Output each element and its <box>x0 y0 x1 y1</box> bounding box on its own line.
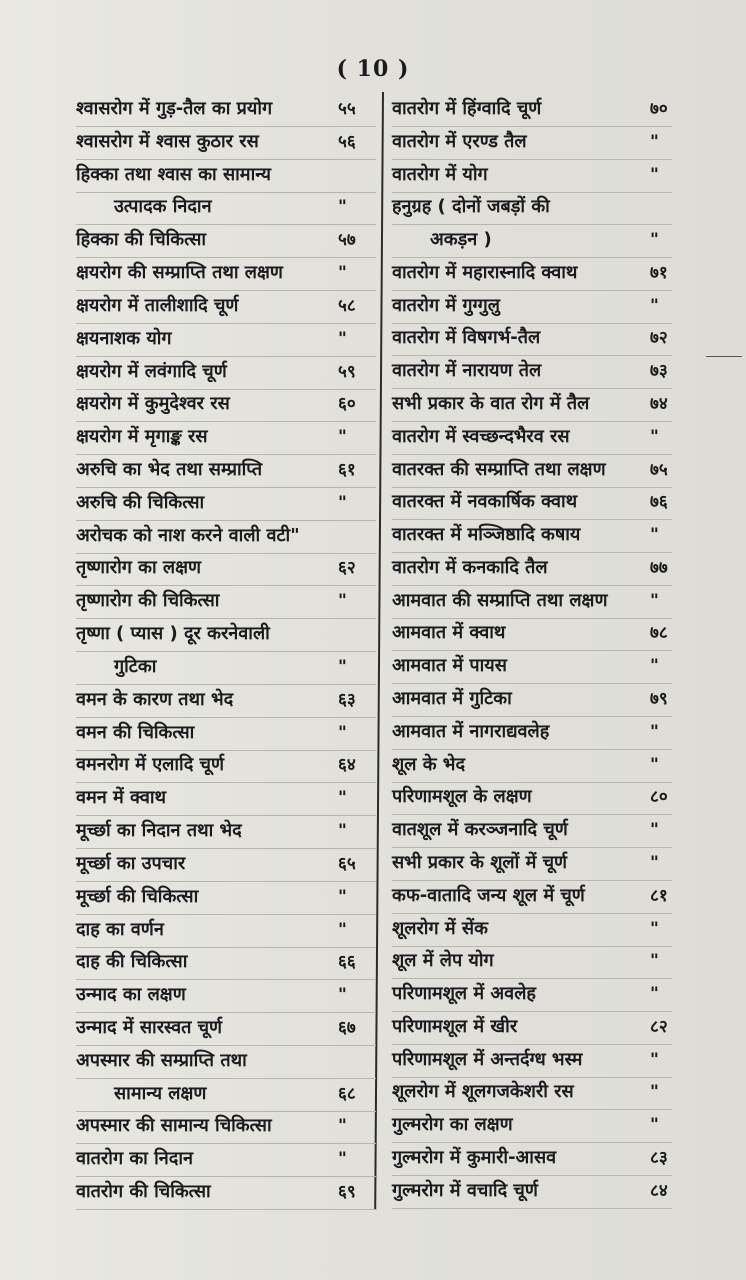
toc-entry <box>76 982 372 1014</box>
entry-underline <box>76 290 376 291</box>
toc-entry-title: वमन में क्वाथ <box>76 787 167 809</box>
toc-entry-page: ७९ <box>650 689 668 710</box>
toc-entry-page: ५६ <box>338 131 356 152</box>
entry-underline <box>76 257 376 258</box>
entry-underline <box>392 978 672 979</box>
toc-entry-page: ७८ <box>650 623 668 644</box>
toc-entry-page: " <box>338 788 347 809</box>
toc-entry-page: ८३ <box>650 1147 668 1168</box>
entry-underline <box>392 1109 672 1110</box>
entry-underline <box>76 585 376 586</box>
toc-entry-title: दाह का वर्णन <box>76 918 164 940</box>
toc-entry <box>76 162 372 194</box>
toc-entry-title: आमवात में पायस <box>392 655 507 677</box>
toc-entry <box>392 1047 684 1079</box>
toc-entry <box>392 850 684 882</box>
toc-entry <box>76 1048 372 1080</box>
toc-entry <box>76 523 372 555</box>
toc-entry <box>392 424 684 456</box>
toc-entry <box>392 981 684 1013</box>
toc-entry-title: मूर्च्छा का निदान तथा भेद <box>76 820 242 842</box>
toc-entry-page: " <box>650 230 659 251</box>
toc-entry-title: वातरोग की चिकित्सा <box>76 1181 211 1203</box>
entry-underline <box>76 750 376 751</box>
toc-entry <box>76 588 372 620</box>
toc-entry-page: ६४ <box>338 755 356 776</box>
entry-underline <box>392 224 672 225</box>
toc-entry-page: " <box>650 951 659 972</box>
toc-entry-title: परिणामशूल में खीर <box>392 1015 518 1037</box>
entry-underline <box>76 914 376 915</box>
entry-underline <box>76 159 376 160</box>
toc-entry-page: ८१ <box>650 885 668 906</box>
entry-underline <box>392 126 672 127</box>
toc-entry-title: अकड़न ) <box>430 229 492 251</box>
toc-entry-page: ५५ <box>338 99 356 119</box>
toc-entry <box>392 227 684 259</box>
toc-entry-page: " <box>338 886 347 907</box>
toc-entry-page: " <box>650 1082 659 1103</box>
toc-entry-title: उत्पादक निदान <box>114 196 212 218</box>
toc-entry-title: वातरोग में महारास्नादि क्वाथ <box>392 261 578 283</box>
entry-underline <box>76 1012 376 1013</box>
entry-underline <box>392 585 672 586</box>
toc-entry-page: ८२ <box>650 1016 668 1037</box>
entry-underline <box>392 355 672 356</box>
toc-entry <box>76 621 372 653</box>
toc-entry-page: " <box>650 721 659 742</box>
toc-entry <box>76 260 372 292</box>
toc-entry-title: वातरोग में स्वच्छन्दभैरव रस <box>392 425 570 447</box>
entry-underline <box>76 1209 376 1210</box>
toc-entry-title: सभी प्रकार के वात रोग में तैल <box>392 393 590 415</box>
toc-entry-title: मूर्च्छा का उपचार <box>76 852 186 874</box>
toc-entry-title: हिक्का तथा श्वास का सामान्य <box>76 163 271 185</box>
entry-underline <box>392 192 672 193</box>
entry-underline <box>392 749 672 750</box>
toc-entry <box>392 522 684 554</box>
toc-entry-title: तृष्णारोग की चिकित्सा <box>76 590 220 612</box>
entry-underline <box>392 323 672 324</box>
entry-underline <box>392 1044 672 1045</box>
toc-entry-title: आमवात में नागराद्यवलेह <box>392 720 550 742</box>
toc-entry-page: ७७ <box>650 557 668 578</box>
toc-entry-page: " <box>338 1149 347 1170</box>
toc-entry-title: उन्माद का लक्षण <box>76 984 186 1006</box>
toc-entry-title: शूल में लेप योग <box>392 950 494 972</box>
toc-entry <box>76 1015 372 1047</box>
toc-entry-page: " <box>338 985 347 1006</box>
toc-entry <box>392 1079 684 1111</box>
toc-entry <box>76 457 372 489</box>
toc-entry-page: ५७ <box>338 230 356 251</box>
toc-entry <box>76 917 372 949</box>
toc-entry-page: ८० <box>650 787 668 808</box>
toc-entry-page: " <box>338 919 347 940</box>
toc-entry <box>76 293 372 325</box>
entry-underline <box>76 224 376 225</box>
toc-entry-title: क्षयरोग में तालीशादि चूर्ण <box>76 294 239 316</box>
entry-underline <box>392 421 672 422</box>
toc-entry-title: क्षयरोग की सम्प्राप्ति तथा लक्षण <box>76 262 283 284</box>
toc-entry-title: अरुचि की चिकित्सा <box>76 491 205 513</box>
toc-entry <box>392 1014 684 1046</box>
entry-underline <box>76 618 376 619</box>
toc-entry-title: गुल्मरोग में कुमारी-आसव <box>392 1146 557 1168</box>
toc-entry <box>392 1178 684 1210</box>
entry-underline <box>76 1111 376 1112</box>
toc-entry-title: सभी प्रकार के शूलों में चूर्ण <box>392 851 568 873</box>
entry-underline <box>392 847 672 848</box>
entry-underline <box>76 1045 376 1046</box>
toc-entry-page: " <box>338 821 347 842</box>
toc-entry-page: " <box>338 1116 347 1137</box>
toc-entry <box>392 260 684 292</box>
toc-entry-page: " <box>338 427 347 448</box>
entry-underline <box>76 947 376 948</box>
toc-entry-title: क्षयनाशक योग <box>76 327 172 349</box>
entry-underline <box>392 913 672 914</box>
toc-entry-title: गुल्मरोग में वचादि चूर्ण <box>392 1179 538 1201</box>
toc-entry-title: वातरक्त में नवकार्षिक क्वाथ <box>392 491 578 513</box>
toc-entry-title: वातरोग में नारायण तेल <box>392 360 542 382</box>
toc-entry <box>76 884 372 916</box>
entry-underline <box>392 1175 672 1176</box>
entry-underline <box>392 487 672 488</box>
entry-underline <box>76 1078 376 1079</box>
entry-underline <box>76 717 376 718</box>
toc-entry-page: " <box>650 131 659 152</box>
toc-entry-page: " <box>650 590 659 611</box>
toc-entry-title: क्षयरोग में मृगाङ्क रस <box>76 426 208 448</box>
toc-entry <box>76 555 372 587</box>
toc-entry-title: श्वासरोग में श्वास कुठार रस <box>76 130 259 152</box>
toc-entry-page: ७२ <box>650 328 668 349</box>
toc-entry <box>392 620 684 652</box>
toc-entry-title: क्षयरोग में कुमुदेश्वर रस <box>76 393 230 415</box>
entry-underline <box>392 880 672 881</box>
toc-entry <box>76 227 372 259</box>
toc-entry-title: अरोचक को नाश करने वाली वटी" <box>76 524 300 546</box>
toc-entry <box>392 784 684 816</box>
entry-underline <box>392 618 672 619</box>
toc-entry-page: " <box>650 656 659 677</box>
toc-entry-title: हनुग्रह ( दोनों जबड़ों की <box>392 196 550 218</box>
toc-entry-title: आमवात में क्वाथ <box>392 622 506 644</box>
entry-underline <box>76 1143 376 1144</box>
toc-entry-page: " <box>338 328 347 349</box>
toc-entry <box>392 1145 684 1177</box>
entry-underline <box>76 815 376 816</box>
entry-underline <box>392 1142 672 1143</box>
toc-entry-page: ६३ <box>338 689 356 710</box>
entry-underline <box>392 683 672 684</box>
toc-entry-page: " <box>650 426 659 447</box>
toc-entry-title: दाह की चिकित्सा <box>76 951 188 973</box>
toc-entry-page: " <box>338 656 347 677</box>
toc-entry-title: वातरक्त में मञ्जिष्ठादि कषाय <box>392 524 581 546</box>
entry-underline <box>392 1208 672 1209</box>
toc-entry-page: " <box>650 1115 659 1136</box>
entry-underline <box>392 650 672 651</box>
toc-entry-title: श्वासरोग में गुड़-तैल का प्रयोग <box>76 98 273 119</box>
toc-entry-title: गुटिका <box>114 655 157 677</box>
toc-entry-title: वातशूल में करञ्जनादि चूर्ण <box>392 819 568 841</box>
toc-entry <box>392 391 684 423</box>
toc-entry-page: " <box>338 492 347 513</box>
entry-underline <box>76 421 376 422</box>
toc-entry-page: " <box>650 295 659 316</box>
toc-entry-page: " <box>338 263 347 284</box>
toc-entry-page: ६० <box>338 394 356 415</box>
toc-entry-page: " <box>650 820 659 841</box>
toc-entry-page: " <box>650 164 659 185</box>
entry-underline <box>76 553 376 554</box>
toc-entry <box>392 916 684 948</box>
toc-entry-title: हिक्का की चिकित्सा <box>76 229 207 251</box>
entry-underline <box>392 257 672 258</box>
toc-entry-title: वातरोग का निदान <box>76 1148 193 1170</box>
toc-entry <box>76 424 372 456</box>
toc-entry-page: " <box>650 525 659 546</box>
toc-entry-page: " <box>650 852 659 873</box>
toc-entry <box>392 752 684 784</box>
toc-entry-title: वातरक्त की सम्प्राप्ति तथा लक्षण <box>392 458 606 480</box>
toc-entry <box>392 96 684 128</box>
page-number: ( 10 ) <box>336 56 410 82</box>
entry-underline <box>76 881 376 882</box>
toc-entry-page: ७५ <box>650 459 668 480</box>
toc-entry-title: अपस्मार की सम्प्राप्ति तथा <box>76 1049 247 1071</box>
entry-underline <box>392 1011 672 1012</box>
toc-entry <box>392 588 684 620</box>
toc-entry <box>392 457 684 489</box>
entry-underline <box>392 454 672 455</box>
toc-entry-page: ६६ <box>338 952 356 973</box>
toc-entry <box>392 719 684 751</box>
entry-underline <box>76 848 376 849</box>
toc-entry <box>76 818 372 850</box>
toc-entry <box>76 391 372 423</box>
toc-entry <box>392 817 684 849</box>
toc-entry-page: ६८ <box>338 1083 356 1104</box>
toc-entry <box>76 326 372 358</box>
toc-entry <box>76 490 372 522</box>
toc-entry <box>76 1146 372 1178</box>
toc-entry-title: परिणामशूल में अन्तर्दग्ध भस्म <box>392 1048 583 1070</box>
toc-entry-page: ७१ <box>650 262 668 283</box>
toc-entry-page: " <box>650 918 659 939</box>
toc-entry <box>76 654 372 686</box>
entry-underline <box>392 946 672 947</box>
toc-entry-title: परिणामशूल के लक्षण <box>392 786 532 808</box>
toc-entry <box>392 162 684 194</box>
entry-underline <box>76 126 376 127</box>
toc-entry-title: आमवात की सम्प्राप्ति तथा लक्षण <box>392 589 608 611</box>
entry-underline <box>76 192 376 193</box>
toc-entry-title: मूर्च्छा की चिकित्सा <box>76 885 199 907</box>
entry-underline <box>392 716 672 717</box>
toc-entry-title: तृष्णा ( प्यास ) दूर करनेवाली <box>76 623 270 645</box>
toc-entry-page: ७३ <box>650 361 668 382</box>
toc-entry-page: ७६ <box>650 492 668 513</box>
toc-entry <box>76 949 372 981</box>
toc-entry-page: " <box>650 754 659 775</box>
toc-entry-page: ६७ <box>338 1017 356 1038</box>
toc-entry <box>76 1113 372 1145</box>
toc-entry-page: " <box>338 197 347 218</box>
entry-underline <box>76 520 376 521</box>
toc-entry <box>392 883 684 915</box>
toc-entry-page: ६१ <box>338 460 356 481</box>
entry-underline <box>76 979 376 980</box>
toc-entry <box>392 325 684 357</box>
entry-underline <box>76 782 376 783</box>
toc-entry <box>76 851 372 883</box>
toc-entry-page: ६९ <box>338 1182 356 1203</box>
toc-entry-title: शूलरोग में शूलगजकेशरी रस <box>392 1081 574 1103</box>
entry-underline <box>76 651 376 652</box>
toc-entry-page: ७४ <box>650 394 668 415</box>
entry-underline <box>76 389 376 390</box>
toc-entry-title: तृष्णारोग का लक्षण <box>76 557 202 579</box>
toc-entry-page: " <box>650 984 659 1005</box>
toc-entry <box>392 948 684 980</box>
toc-entry <box>76 96 372 128</box>
toc-entry-title: शूलरोग में सेंक <box>392 917 488 939</box>
toc-entry-title: सामान्य लक्षण <box>114 1082 207 1104</box>
toc-entry <box>392 653 684 685</box>
toc-entry-title: वातरोग में एरण्ड तैल <box>392 130 527 152</box>
toc-entry-page: ६२ <box>338 558 356 579</box>
entry-underline <box>76 323 376 324</box>
toc-entry <box>76 1179 372 1211</box>
toc-entry <box>76 720 372 752</box>
toc-entry-title: वमनरोग में एलादि चूर्ण <box>76 754 224 776</box>
toc-entry-title: वातरोग में गुग्गुलु <box>392 294 500 316</box>
entry-underline <box>392 1077 672 1078</box>
toc-entry-title: आमवात में गुटिका <box>392 688 512 710</box>
toc-entry <box>76 129 372 161</box>
entry-underline <box>76 356 376 357</box>
entry-underline <box>392 814 672 815</box>
toc-entry-page: " <box>650 1049 659 1070</box>
toc-entry <box>392 194 684 226</box>
toc-entry-page: ८४ <box>650 1180 668 1201</box>
toc-entry-title: शूल के भेद <box>392 753 466 775</box>
toc-entry-title: कफ-वातादि जन्य शूल में चूर्ण <box>392 884 585 906</box>
entry-underline <box>76 454 376 455</box>
margin-mark <box>706 356 742 357</box>
toc-entry-title: वमन की चिकित्सा <box>76 721 195 743</box>
toc-entry <box>392 358 684 390</box>
entry-underline <box>76 684 376 685</box>
toc-entry <box>392 489 684 521</box>
toc-entry-page: ५८ <box>338 295 356 316</box>
toc-entry <box>76 752 372 784</box>
entry-underline <box>392 159 672 160</box>
toc-entry <box>76 785 372 817</box>
toc-entry-title: अपस्मार की सामान्य चिकित्सा <box>76 1115 272 1137</box>
toc-entry-title: वातरोग में विषगर्भ-तैल <box>392 327 541 349</box>
toc-entry-title: क्षयरोग में लवंगादि चूर्ण <box>76 360 227 382</box>
toc-entry <box>76 687 372 719</box>
toc-entry <box>76 359 372 391</box>
entry-underline <box>76 487 376 488</box>
toc-entry <box>76 194 372 226</box>
toc-entry <box>392 129 684 161</box>
entry-underline <box>392 552 672 553</box>
toc-entry-title: अरुचि का भेद तथा सम्प्राप्ति <box>76 459 263 481</box>
entry-underline <box>392 519 672 520</box>
toc-entry <box>392 555 684 587</box>
toc-entry-title: वातरोग में योग <box>392 163 488 185</box>
toc-entry-title: वातरोग में हिंग्वादि चूर्ण <box>392 98 542 119</box>
toc-entry-title: वातरोग में कनकादि तैल <box>392 556 548 578</box>
toc-entry-page: " <box>338 722 347 743</box>
toc-entry-title: गुल्मरोग का लक्षण <box>392 1114 513 1136</box>
toc-entry-title: वमन के कारण तथा भेद <box>76 688 234 710</box>
entry-underline <box>76 1176 376 1177</box>
toc-entry <box>76 1081 372 1113</box>
toc-entry-page: ६५ <box>338 853 356 874</box>
toc-entry-title: परिणामशूल में अवलेह <box>392 983 536 1005</box>
toc-entry-page: " <box>338 591 347 612</box>
toc-entry <box>392 686 684 718</box>
entry-underline <box>392 388 672 389</box>
entry-underline <box>392 782 672 783</box>
toc-entry-title: उन्माद में सारस्वत चूर्ण <box>76 1016 223 1038</box>
toc-entry <box>392 1112 684 1144</box>
entry-underline <box>392 290 672 291</box>
toc-entry-page: ७० <box>650 99 668 119</box>
toc-entry-page: ५९ <box>338 361 356 382</box>
toc-entry <box>392 293 684 325</box>
